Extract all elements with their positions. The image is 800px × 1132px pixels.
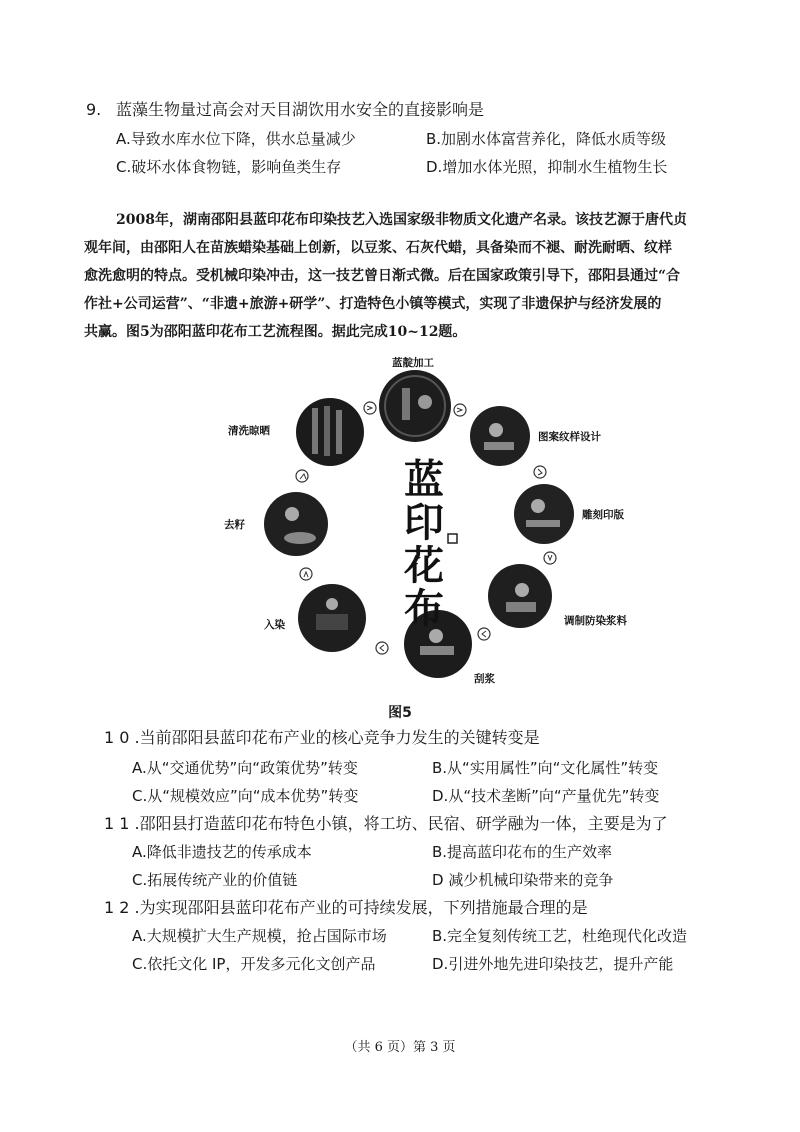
process-flow-diagram <box>220 348 640 688</box>
q12-option-a: A.大规模扩大生产规模，抢占国际市场 <box>132 927 387 945</box>
q12-option-d: D.引进外地先进印染技艺，提升产能 <box>432 955 674 973</box>
arrow-connector-6 <box>376 642 388 654</box>
q12-option-c: C.依托文化 IP，开发多元化文创产品 <box>132 955 376 973</box>
arrow-connector-1 <box>364 402 376 414</box>
arrow-connector-3 <box>534 466 546 478</box>
photo-dyeing <box>298 584 366 652</box>
q11-option-a: A.降低非遗技艺的传承成本 <box>132 843 312 861</box>
q11-stem: 1 1 .邵阳县打造蓝印花布特色小镇，将工坊、民宿、研学融为一体，主要是为了 <box>104 814 668 833</box>
q12-option-b: B.完全复刻传统工艺，杜绝现代化改造 <box>432 927 688 945</box>
passage-line-4: 作社+公司运营”、“非遗+旅游+研学”、打造特色小镇等模式，实现了非遗保护与经济发展的 <box>84 296 662 312</box>
arrow-connector-2 <box>454 404 466 416</box>
passage-line-5: 共赢。图5为邵阳蓝印花布工艺流程图。据此完成10~12题。 <box>84 324 467 340</box>
arrow-connector-5 <box>478 628 490 640</box>
step-label-indigo: 蓝靛加工 <box>392 357 434 369</box>
passage-line-1: 2008年，湖南邵阳县蓝印花布印染技艺入选国家级非物质文化遗产名录。该技艺源于唐代贞 <box>116 212 687 228</box>
q11-option-b: B.提高蓝印花布的生产效率 <box>432 843 613 861</box>
center-title-char-2: 印 <box>404 499 444 546</box>
q9-option-c: C.破坏水体食物链，影响鱼类生存 <box>116 158 342 176</box>
page-footer: （共 6 页）第 3 页 <box>344 1040 456 1055</box>
step-label-carve: 雕刻印版 <box>582 509 624 521</box>
q11-option-d: D 减少机械印染带来的竞争 <box>432 871 614 889</box>
step-label-wash: 清洗晾晒 <box>228 425 270 437</box>
passage <box>84 206 724 346</box>
q9-stem: 蓝藻生物量过高会对天目湖饮用水安全的直接影响是 <box>116 100 485 119</box>
q9-option-b: B.加剧水体富营养化，降低水质等级 <box>426 130 667 148</box>
step-label-scrape: 刮浆 <box>474 673 495 685</box>
step-label-dye: 入染 <box>264 619 285 631</box>
center-title-char-3: 花 <box>404 542 444 589</box>
arrow-connector-4 <box>544 552 556 564</box>
step-label-remove: 去籽 <box>224 519 245 531</box>
photo-pattern-design <box>470 406 530 466</box>
q9-option-d: D.增加水体光照，抑制水生植物生长 <box>426 158 668 176</box>
q9-number: 9. <box>86 100 102 119</box>
center-title-char-1: 蓝 <box>404 456 444 503</box>
photo-remove-seeds <box>264 492 328 556</box>
q10-stem: 1 0 .当前邵阳县蓝印花布产业的核心竞争力发生的关键转变是 <box>104 728 540 747</box>
photo-prepare-paste <box>488 564 552 628</box>
arrow-connector-7 <box>300 568 312 580</box>
figure-caption: 图5 <box>388 705 412 721</box>
q10-option-d: D.从“技术垄断”向“产量优先”转变 <box>432 787 660 805</box>
seal-stamp <box>448 534 457 543</box>
step-label-paste: 调制防染浆料 <box>564 615 627 627</box>
q9-option-a: A.导致水库水位下降，供水总量减少 <box>116 130 356 148</box>
photo-carve-plate <box>514 484 574 544</box>
q10-option-c: C.从“规模效应”向“成本优势”转变 <box>132 787 359 805</box>
center-title-char-4: 布 <box>404 585 444 632</box>
q11-option-c: C.拓展传统产业的价值链 <box>132 871 298 889</box>
q12-stem: 1 2 .为实现邵阳县蓝印花布产业的可持续发展，下列措施最合理的是 <box>104 898 588 917</box>
q10-option-b: B.从“实用属性”向“文化属性”转变 <box>432 759 659 777</box>
photo-wash-dry <box>296 398 364 466</box>
photo-indigo-processing <box>379 370 451 442</box>
passage-line-2: 观年间，由邵阳人在苗族蜡染基础上创新，以豆浆、石灰代蜡，具备染而不褪、耐洗耐晒、纹样 <box>84 240 672 256</box>
q10-option-a: A.从“交通优势”向“政策优势”转变 <box>132 759 358 777</box>
step-label-pattern: 图案纹样设计 <box>538 431 601 443</box>
process-flow-figure <box>220 348 640 688</box>
passage-line-3: 愈洗愈明的特点。受机械印染冲击，这一技艺曾日渐式微。后在国家政策引导下，邵阳县通过“合 <box>84 268 681 284</box>
